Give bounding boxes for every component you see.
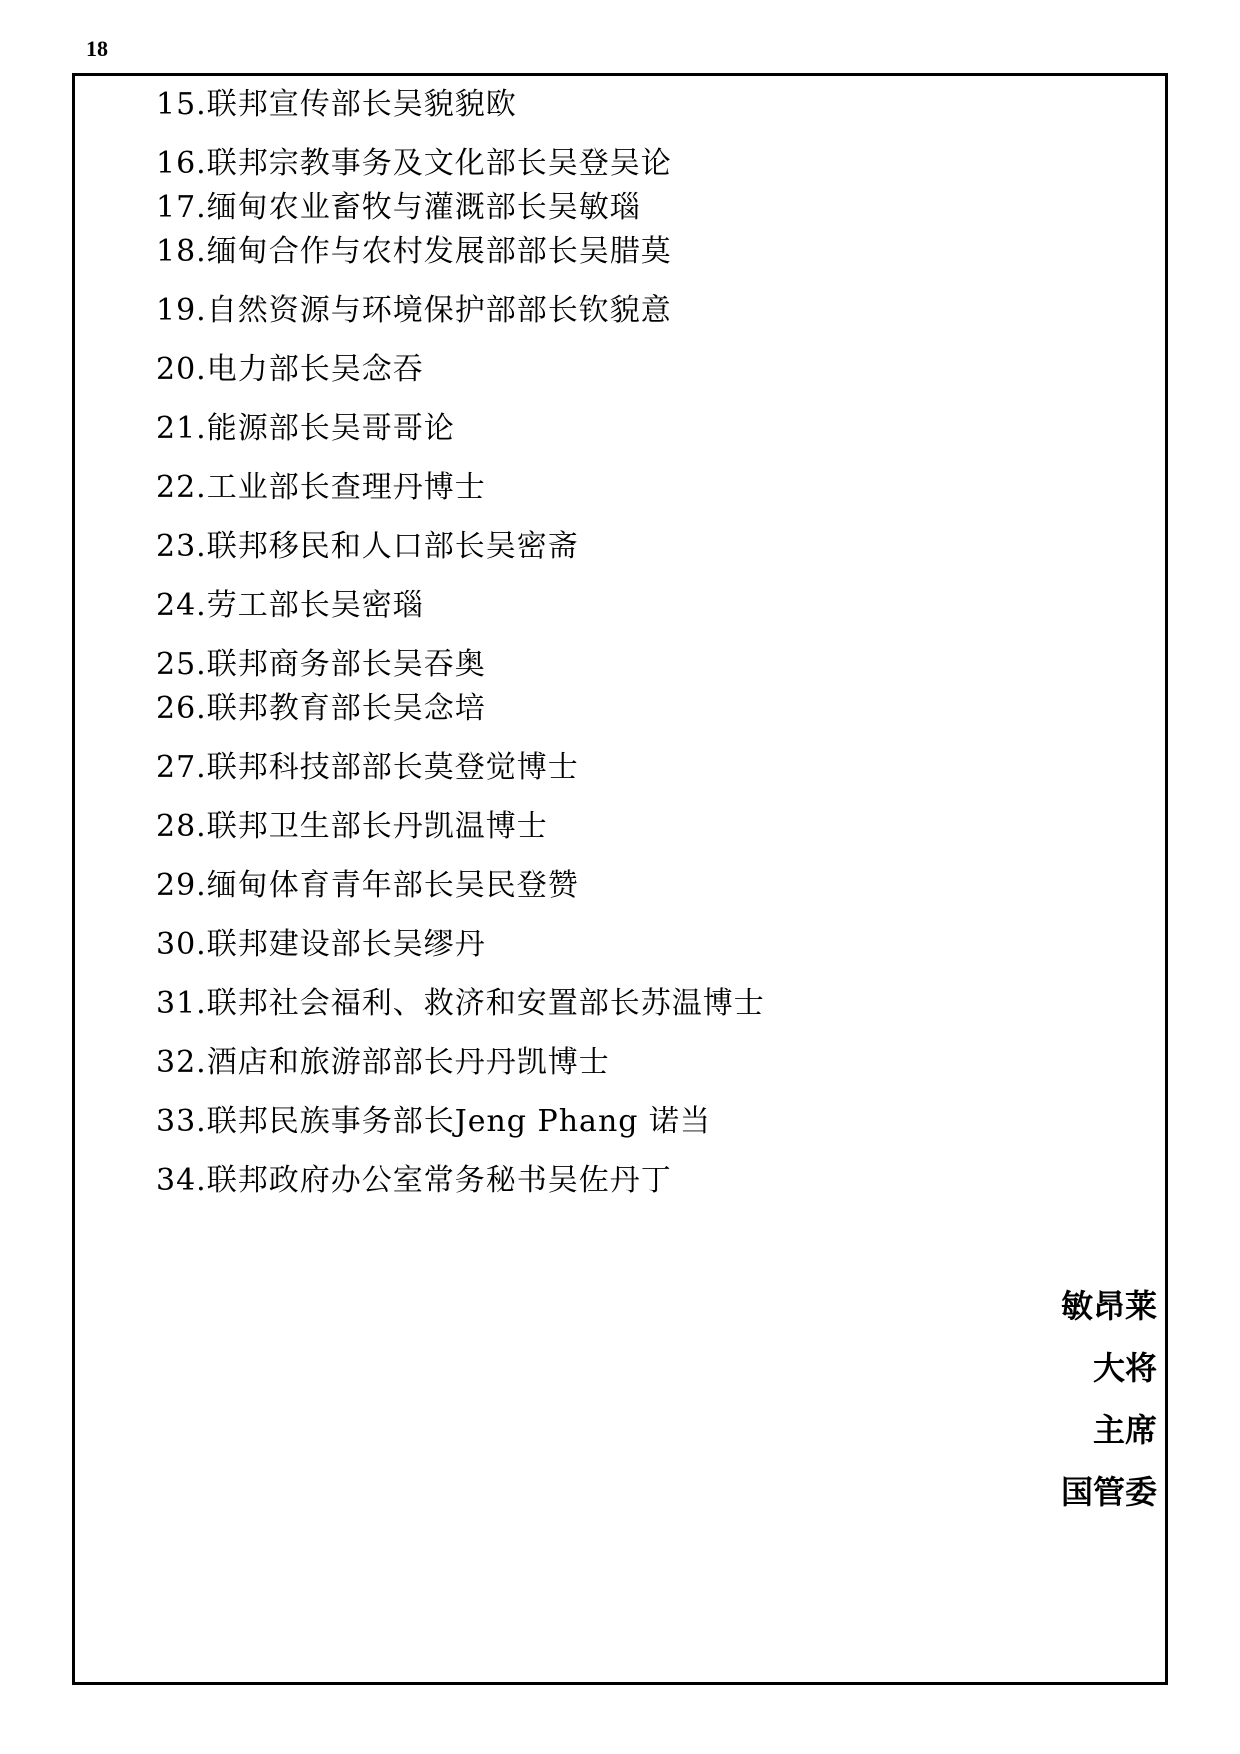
- list-item: 17.缅甸农业畜牧与灌溉部长吴敏瑙: [156, 190, 641, 225]
- list-item: 34.联邦政府办公室常务秘书吴佐丹丁: [156, 1163, 672, 1198]
- list-item: 29.缅甸体育青年部长吴民登赞: [156, 868, 579, 903]
- list-item: 28.联邦卫生部长丹凯温博士: [156, 809, 548, 844]
- list-item: 30.联邦建设部长吴缪丹: [156, 927, 486, 962]
- list-item: 26.联邦教育部长吴念培: [156, 691, 486, 726]
- list-item: 27.联邦科技部部长莫登觉博士: [156, 750, 579, 785]
- page-number: 18: [86, 36, 108, 61]
- list-item: 16.联邦宗教事务及文化部长吴登吴论: [156, 146, 672, 181]
- list-item: 20.电力部长吴念吞: [156, 352, 424, 387]
- list-item: 22.工业部长查理丹博士: [156, 470, 486, 505]
- list-item: 32.酒店和旅游部部长丹丹凯博士: [156, 1045, 610, 1080]
- signatory-title: 主席: [1092, 1411, 1157, 1449]
- signatory-rank: 大将: [1092, 1349, 1157, 1387]
- list-item: 21.能源部长吴哥哥论: [156, 411, 455, 446]
- signatory-name: 敏昂莱: [1060, 1287, 1157, 1325]
- document-frame: [72, 73, 1168, 1685]
- list-item: 18.缅甸合作与农村发展部部长吴腊莫: [156, 234, 672, 269]
- list-item: 33.联邦民族事务部长Jeng Phang 诺当: [156, 1104, 712, 1139]
- signatory-organization: 国管委: [1060, 1473, 1157, 1511]
- list-item: 24.劳工部长吴密瑙: [156, 588, 424, 623]
- list-item: 25.联邦商务部长吴吞奥: [156, 647, 486, 682]
- list-item: 31.联邦社会福利、救济和安置部长苏温博士: [156, 986, 765, 1021]
- list-item: 19.自然资源与环境保护部部长钦貌意: [156, 293, 672, 328]
- list-item: 15.联邦宣传部长吴貌貌欧: [156, 87, 517, 122]
- list-item: 23.联邦移民和人口部长吴密斋: [156, 529, 579, 564]
